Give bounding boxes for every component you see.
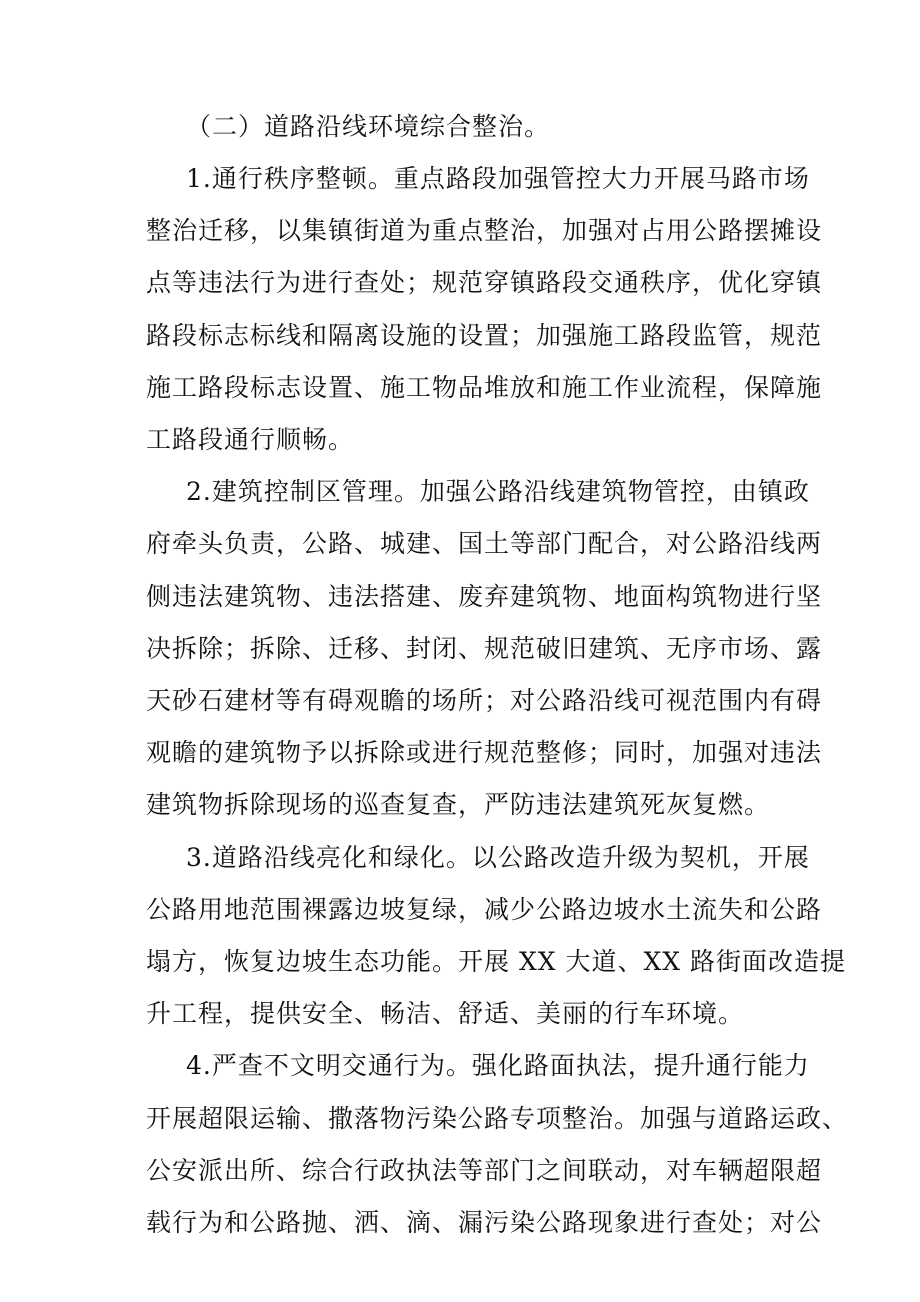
- paragraph-line: 1.通行秩序整顿。重点路段加强管控大力开展马路市场: [186, 164, 810, 193]
- section-heading: （二）道路沿线环境综合整治。: [186, 112, 551, 141]
- paragraph-line: 开展超限运输、撒落物污染公路专项整治。加强与道路运政、: [146, 1103, 849, 1133]
- paragraph-building-control: [146, 466, 823, 831]
- paragraph-traffic-order: [146, 153, 823, 466]
- paragraph-line: 整治迁移，以集镇街道为重点整治，加强对占用公路摆摊设: [146, 216, 823, 246]
- paragraph-line: 工路段通行顺畅。: [146, 425, 355, 455]
- paragraph-line: 侧违法建筑物、违法搭建、废弃建筑物、地面构筑物进行坚: [146, 581, 823, 611]
- paragraph-line: 点等违法行为进行查处；规范穿镇路段交通秩序，优化穿镇: [146, 268, 823, 298]
- paragraph-line: 路段标志标线和隔离设施的设置；加强施工路段监管，规范: [146, 320, 823, 350]
- paragraph-line: 3.道路沿线亮化和绿化。以公路改造升级为契机，开展: [186, 842, 810, 872]
- paragraph-line: 公安派出所、综合行政执法等部门之间联动，对车辆超限超: [146, 1155, 823, 1185]
- paragraph-line: 4.严查不文明交通行为。强化路面执法，提升通行能力: [186, 1051, 810, 1081]
- paragraph-line: 载行为和公路抛、洒、滴、漏污染公路现象进行查处；对公: [146, 1208, 823, 1238]
- document-page: [146, 101, 849, 1249]
- paragraph-line: 施工路段标志设置、施工物品堆放和施工作业流程，保障施: [146, 372, 823, 402]
- paragraph-line: 塌方，恢复边坡生态功能。开展 XX 大道、XX 路街面改造提: [146, 947, 847, 977]
- paragraph-line: 府牵头负责，公路、城建、国土等部门配合，对公路沿线两: [146, 529, 823, 559]
- paragraph-traffic-behavior: [146, 1040, 849, 1249]
- paragraph-line: 观瞻的建筑物予以拆除或进行规范整修；同时，加强对违法: [146, 738, 823, 768]
- paragraph-line: 天砂石建材等有碍观瞻的场所；对公路沿线可视范围内有碍: [146, 686, 823, 716]
- paragraph-lighting-greening: [146, 832, 847, 1041]
- paragraph-line: 2.建筑控制区管理。加强公路沿线建筑物管控，由镇政: [186, 477, 810, 507]
- paragraph-line: 决拆除；拆除、迁移、封闭、规范破旧建筑、无序市场、露: [146, 633, 823, 663]
- paragraph-line: 公路用地范围裸露边坡复绿，减少公路边坡水土流失和公路: [146, 894, 823, 924]
- paragraph-line: 建筑物拆除现场的巡查复查，严防违法建筑死灰复燃。: [146, 790, 771, 820]
- paragraph-line: 升工程，提供安全、畅洁、舒适、美丽的行车环境。: [146, 999, 745, 1029]
